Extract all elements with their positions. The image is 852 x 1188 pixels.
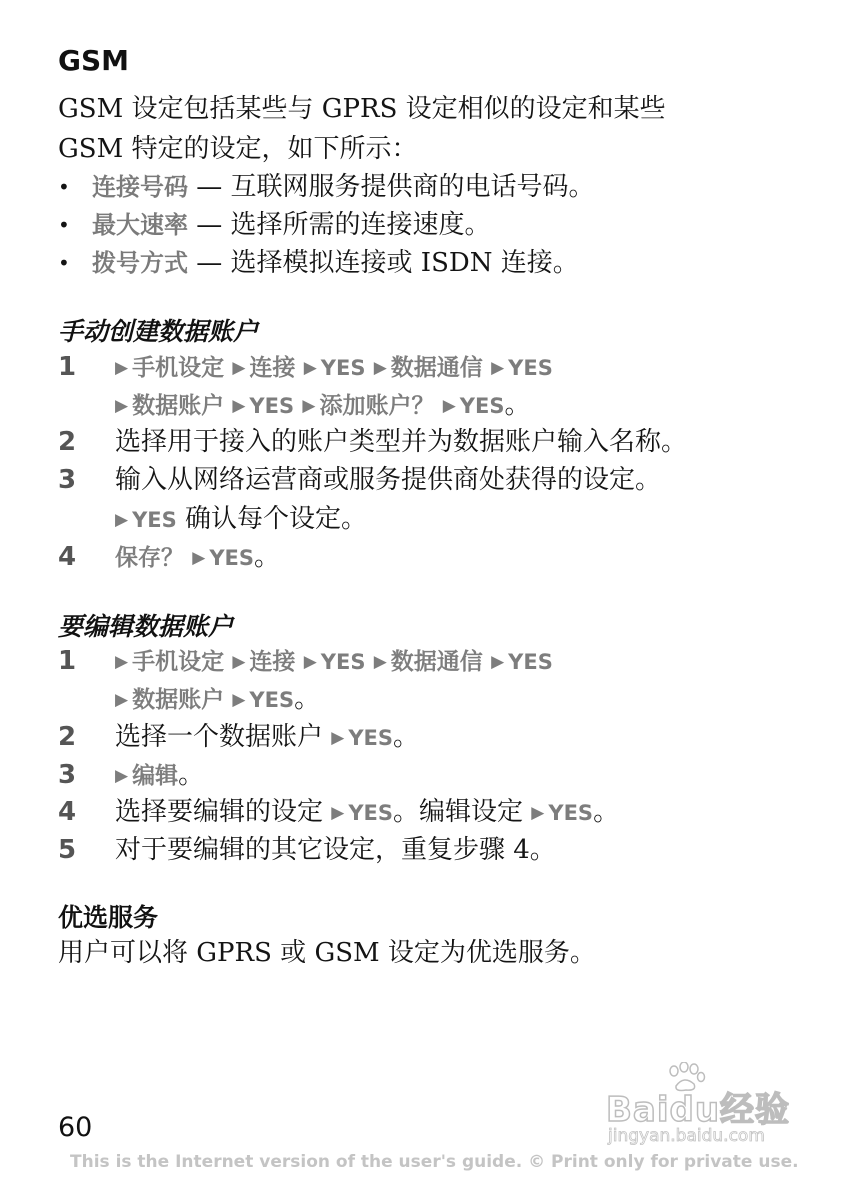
yes-key: YES xyxy=(320,650,366,674)
step-number: 3 xyxy=(58,760,77,790)
arrow-right-icon: ▶ xyxy=(115,690,129,710)
bullet-term: 拨号方式 xyxy=(92,249,188,277)
step-text: 确认每个设定。 xyxy=(176,504,368,534)
bullet-desc: — 互联网服务提供商的电话号码。 xyxy=(188,172,595,202)
yes-key: YES xyxy=(548,801,594,825)
menu-label: 数据账户 xyxy=(132,393,225,419)
bullet-dot-icon: • xyxy=(58,175,70,199)
arrow-right-icon: ▶ xyxy=(531,803,545,823)
footer-notice: This is the Internet version of the user's guide. © Print only for private use. xyxy=(70,1152,799,1172)
step-text: 选择要编辑的设定 xyxy=(115,797,332,827)
arrow-right-icon: ▶ xyxy=(302,396,316,416)
bullet-desc: — 选择模拟连接或 ISDN 连接。 xyxy=(188,248,579,278)
punctuation: 。 xyxy=(504,390,531,420)
arrow-right-icon: ▶ xyxy=(232,396,246,416)
step-number: 2 xyxy=(58,427,77,457)
yes-key: YES xyxy=(348,801,394,825)
yes-key: YES xyxy=(508,356,553,380)
page-number: 60 xyxy=(58,1112,93,1143)
bullet-dot-icon: • xyxy=(58,213,70,237)
bullet-desc: — 选择所需的连接速度。 xyxy=(188,210,491,240)
step-number: 5 xyxy=(58,835,77,865)
menu-label: 数据通信 xyxy=(390,649,483,675)
create-account-heading: 手动创建数据账户 xyxy=(58,317,259,346)
arrow-right-icon: ▶ xyxy=(115,510,129,530)
arrow-right-icon: ▶ xyxy=(115,652,129,672)
yes-key: YES xyxy=(249,394,295,418)
arrow-right-icon: ▶ xyxy=(491,652,505,672)
yes-key: YES xyxy=(209,546,255,570)
menu-label: 连接 xyxy=(249,649,296,675)
step-number: 4 xyxy=(58,542,77,572)
menu-label: 数据通信 xyxy=(390,355,483,381)
menu-label: 数据账户 xyxy=(132,687,225,713)
step-text: 选择一个数据账户 xyxy=(115,722,332,752)
gsm-intro-line1: GSM 设定包括某些与 GPRS 设定相似的设定和某些 xyxy=(58,94,666,124)
menu-label: 连接 xyxy=(249,355,296,381)
arrow-right-icon: ▶ xyxy=(303,652,317,672)
step-text: 。编辑设定 xyxy=(393,797,532,827)
bullet-dot-icon: • xyxy=(58,251,70,275)
step-number: 1 xyxy=(58,646,77,676)
gsm-intro-line2: GSM 特定的设定，如下所示： xyxy=(58,134,418,164)
step-number: 4 xyxy=(58,797,77,827)
yes-key: YES xyxy=(459,394,505,418)
bullet-term: 最大速率 xyxy=(92,211,188,239)
arrow-right-icon: ▶ xyxy=(192,548,206,568)
arrow-right-icon: ▶ xyxy=(331,728,345,748)
arrow-right-icon: ▶ xyxy=(232,358,246,378)
punctuation: 。 xyxy=(254,542,281,572)
gsm-heading: GSM xyxy=(58,44,130,77)
menu-label: 添加账户？ xyxy=(319,393,435,419)
yes-key: YES xyxy=(249,688,295,712)
preferred-service-text: 用户可以将 GPRS 或 GSM 设定为优选服务。 xyxy=(58,938,596,968)
step-number: 1 xyxy=(58,352,77,382)
arrow-right-icon: ▶ xyxy=(373,358,387,378)
arrow-right-icon: ▶ xyxy=(115,396,129,416)
watermark-logo: Baidu经验 xyxy=(606,1090,791,1130)
arrow-right-icon: ▶ xyxy=(232,690,246,710)
step-text: 选择用于接入的账户类型并为数据账户输入名称。 xyxy=(115,427,688,457)
arrow-right-icon: ▶ xyxy=(115,358,129,378)
watermark-url: jingyan.baidu.com xyxy=(608,1126,765,1146)
yes-key: YES xyxy=(320,356,366,380)
step-number: 3 xyxy=(58,465,77,495)
arrow-right-icon: ▶ xyxy=(303,358,317,378)
yes-key: YES xyxy=(508,650,553,674)
bullet-term: 连接号码 xyxy=(92,173,188,201)
yes-key: YES xyxy=(132,508,177,532)
punctuation: 。 xyxy=(393,722,420,752)
arrow-right-icon: ▶ xyxy=(115,766,129,786)
step-text: 输入从网络运营商或服务提供商处获得的设定。 xyxy=(115,465,662,495)
step-number: 2 xyxy=(58,722,77,752)
arrow-right-icon: ▶ xyxy=(373,652,387,672)
arrow-right-icon: ▶ xyxy=(331,803,345,823)
arrow-right-icon: ▶ xyxy=(491,358,505,378)
watermark xyxy=(606,1062,806,1152)
menu-label: 编辑 xyxy=(132,763,179,789)
punctuation: 。 xyxy=(593,797,620,827)
arrow-right-icon: ▶ xyxy=(232,652,246,672)
step-text: 对于要编辑的其它设定，重复步骤 4。 xyxy=(115,835,556,865)
punctuation: 。 xyxy=(294,684,321,714)
punctuation: 。 xyxy=(178,760,205,790)
arrow-right-icon: ▶ xyxy=(442,396,456,416)
preferred-service-heading: 优选服务 xyxy=(58,903,159,932)
menu-label: 保存？ xyxy=(115,545,184,571)
yes-key: YES xyxy=(348,726,394,750)
edit-account-heading: 要编辑数据账户 xyxy=(58,612,234,641)
menu-label: 手机设定 xyxy=(132,649,225,675)
menu-label: 手机设定 xyxy=(132,355,225,381)
